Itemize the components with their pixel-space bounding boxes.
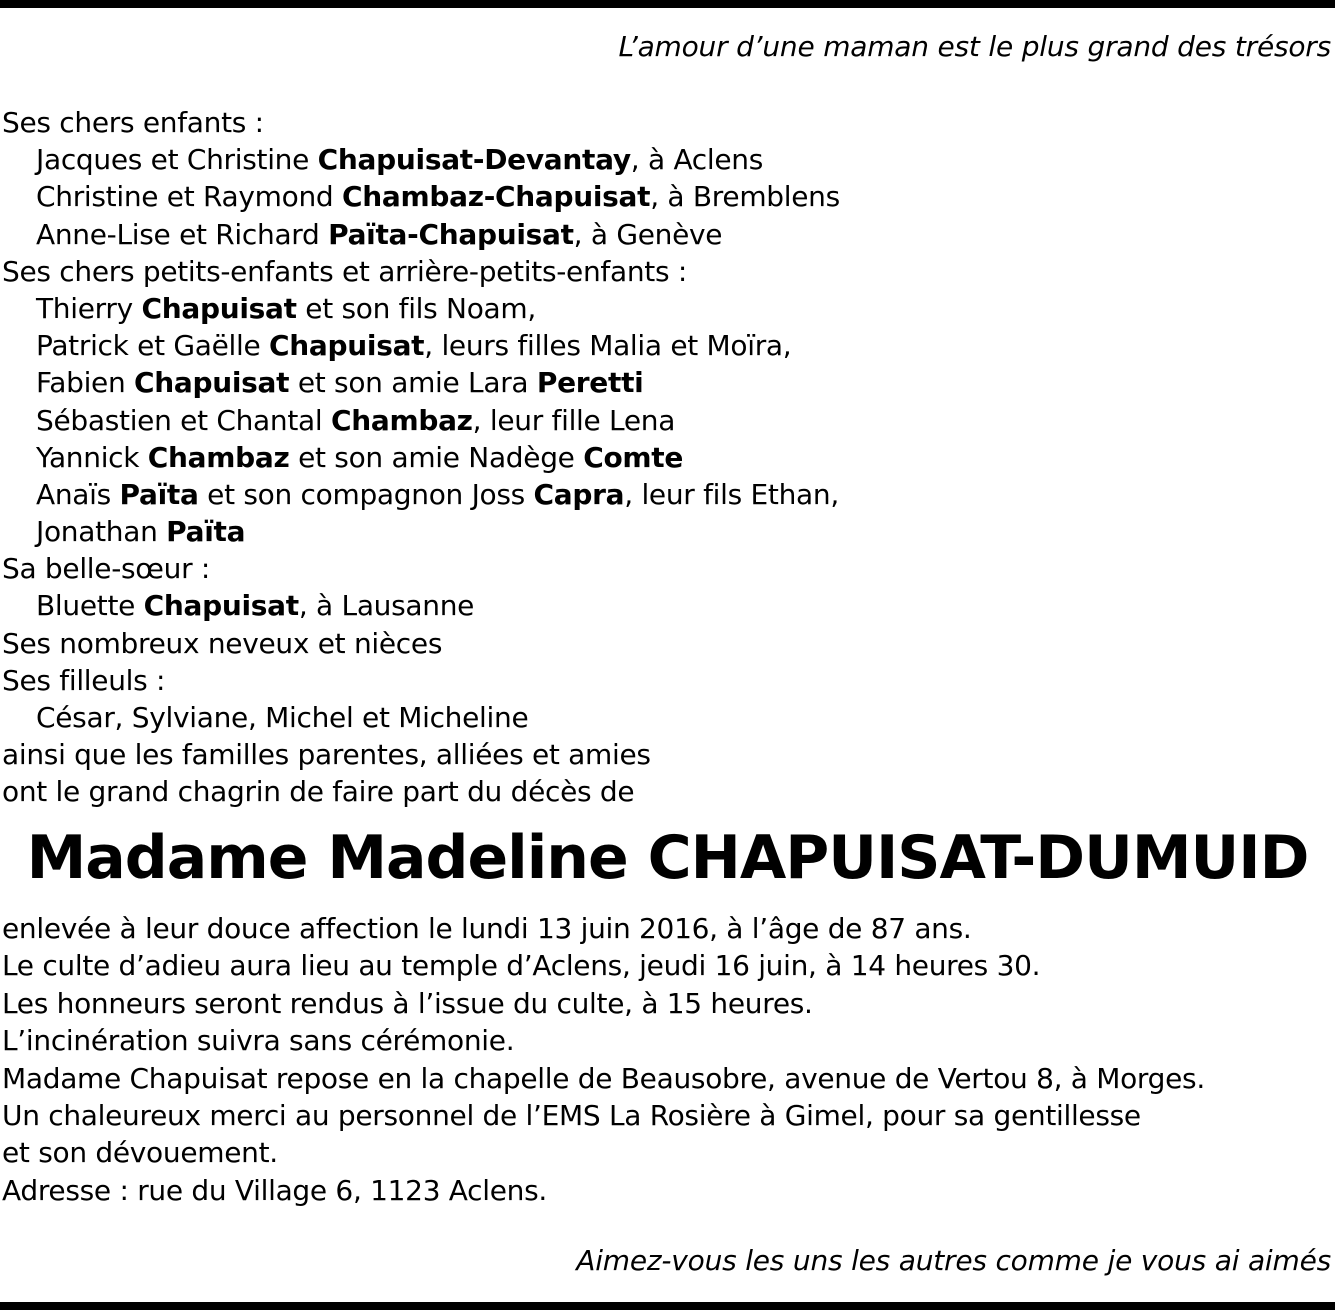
godchildren-line: César, Sylviane, Michel et Micheline: [36, 701, 529, 734]
children-heading: Ses chers enfants :: [2, 106, 264, 139]
detail-line: enlevée à leur douce affection le lundi 13 juin 2016, à l’âge de 87 ans.: [2, 912, 972, 945]
grandchild-line: Yannick Chambaz et son amie Nadège Comte: [36, 440, 684, 474]
detail-line: Un chaleureux merci au personnel de l’EMS La Rosière à Gimel, pour sa gentillesse: [2, 1098, 1141, 1132]
child-line: Jacques et Christine Chapuisat-Devantay, à Aclens: [36, 143, 764, 177]
grandchild-line: Patrick et Gaëlle Chapuisat, leurs filles Malia et Moïra,: [36, 329, 792, 363]
grandchildren-heading: Ses chers petits-enfants et arrière-petits-enfants :: [2, 254, 687, 288]
child-line: Anne-Lise et Richard Païta-Chapuisat, à Genève: [36, 217, 723, 251]
families-line: ainsi que les familles parentes, alliées et amies: [2, 738, 651, 772]
detail-line: L’incinération suivra sans cérémonie.: [2, 1024, 515, 1058]
deceased-name: Madame Madeline CHAPUISAT-DUMUID: [26, 823, 1309, 893]
child-line: Christine et Raymond Chambaz-Chapuisat, à Bremblens: [36, 180, 840, 214]
sister-in-law-line: Bluette Chapuisat, à Lausanne: [36, 589, 475, 623]
bottom-rule: [0, 1302, 1335, 1310]
sister-in-law-heading: Sa belle-sœur :: [2, 552, 211, 586]
epigraph-top: L’amour d’une maman est le plus grand des trésors: [618, 30, 1331, 63]
announce-line: ont le grand chagrin de faire part du décès de: [2, 775, 635, 809]
detail-line: Le culte d’adieu aura lieu au temple d’Aclens, jeudi 16 juin, à 14 heures 30.: [2, 949, 1041, 983]
godchildren-heading: Ses filleuls :: [2, 663, 166, 697]
grandchild-line: Jonathan Païta: [36, 515, 246, 549]
address-line: Adresse : rue du Village 6, 1123 Aclens.: [2, 1173, 548, 1207]
top-rule: [0, 0, 1335, 8]
detail-line: Madame Chapuisat repose en la chapelle de Beausobre, avenue de Vertou 8, à Morges.: [2, 1061, 1205, 1095]
grandchild-line: Fabien Chapuisat et son amie Lara Peretti: [36, 366, 644, 400]
epigraph-bottom: Aimez-vous les uns les autres comme je vous ai aimés: [576, 1244, 1331, 1277]
detail-line: Les honneurs seront rendus à l’issue du culte, à 15 heures.: [2, 986, 813, 1020]
family-list: [2, 104, 1322, 811]
grandchild-line: Anaïs Païta et son compagnon Joss Capra, leur fils Ethan,: [36, 477, 839, 511]
detail-line: et son dévouement.: [2, 1136, 278, 1170]
funeral-details: [2, 910, 1322, 1209]
grandchild-line: Sébastien et Chantal Chambaz, leur fille Lena: [36, 403, 676, 437]
grandchild-line: Thierry Chapuisat et son fils Noam,: [36, 291, 536, 325]
nephews-line: Ses nombreux neveux et nièces: [2, 626, 443, 660]
